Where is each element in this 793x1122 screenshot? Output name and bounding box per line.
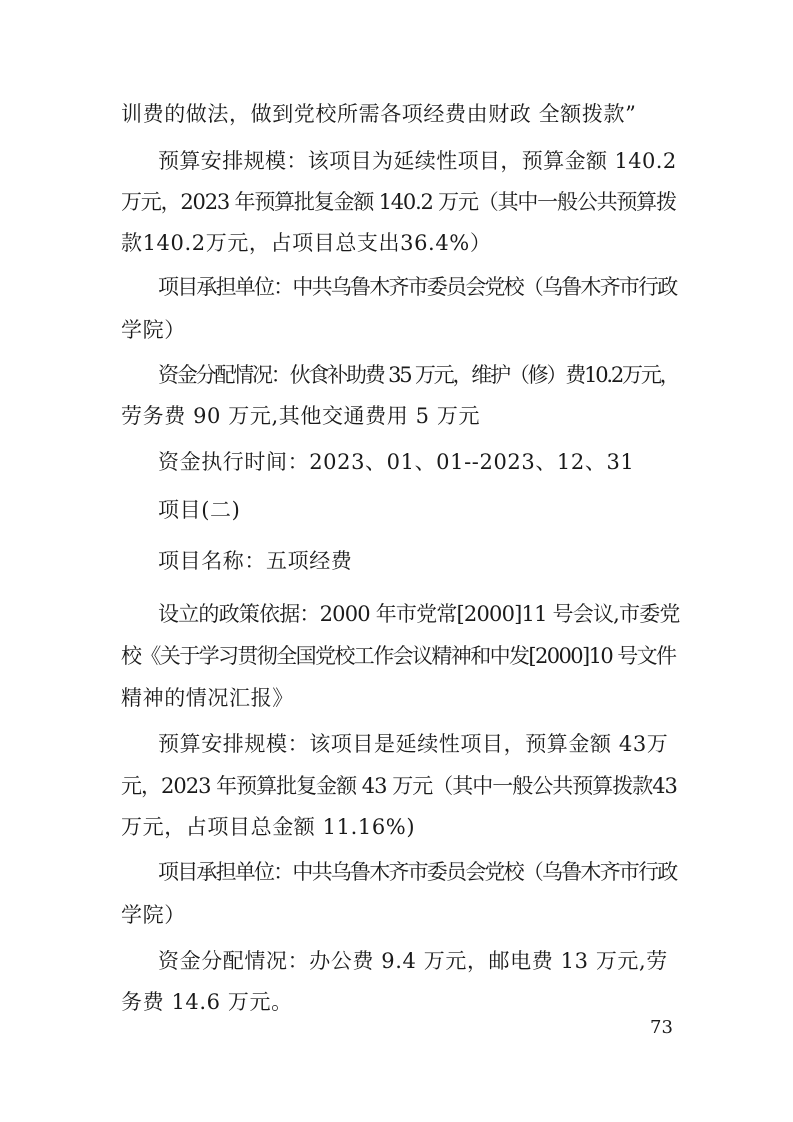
text-line: 预算安排规模：该项目为延续性项目，预算金额 140.2	[158, 149, 677, 173]
text-line: 劳务费 90 万元,其他交通费用 5 万元	[121, 404, 481, 428]
text-line: 项目承担单位：中共乌鲁木齐市委员会党校（乌鲁木齐市行政	[158, 860, 677, 884]
text-line: 校《关于学习贯彻全国党校工作会议精神和中发[2000]10 号文件	[121, 644, 676, 668]
text-line: 项目承担单位：中共乌鲁木齐市委员会党校（乌鲁木齐市行政	[158, 275, 677, 299]
text-line: 训费的做法，做到党校所需各项经费由财政 全额拨款”	[121, 102, 637, 126]
section-heading: 项目(二)	[158, 498, 241, 522]
text-line: 资金执行时间：2023、01、01--2023、12、31	[158, 450, 635, 474]
text-line: 预算安排规模：该项目是延续性项目，预算金额 43万	[158, 732, 669, 756]
text-line: 学院）	[121, 318, 186, 342]
page-number: 73	[650, 1017, 673, 1038]
text-line: 万元，占项目总金额 11.16%)	[121, 815, 416, 839]
text-line: 设立的政策依据：2000 年市党常[2000]11 号会议,市委党	[158, 602, 680, 626]
text-line: 元，2023 年预算批复金额 43 万元（其中一般公共预算拨款43	[121, 774, 677, 798]
text-line: 万元，2023 年预算批复金额 140.2 万元（其中一般公共预算拨	[121, 190, 676, 214]
text-line: 学院）	[121, 903, 186, 927]
text-line: 项目名称：五项经费	[158, 549, 353, 573]
text-line: 款140.2万元，占项目总支出36.4%）	[121, 231, 492, 255]
text-line: 精神的情况汇报》	[121, 686, 294, 710]
text-line: 务费 14.6 万元。	[121, 990, 293, 1014]
text-line: 资金分配情况：办公费 9.4 万元，邮电费 13 万元,劳	[158, 949, 668, 973]
text-line: 资金分配情况：伙食补助费 35 万元，维护（修）费10.2万元，	[158, 363, 679, 387]
